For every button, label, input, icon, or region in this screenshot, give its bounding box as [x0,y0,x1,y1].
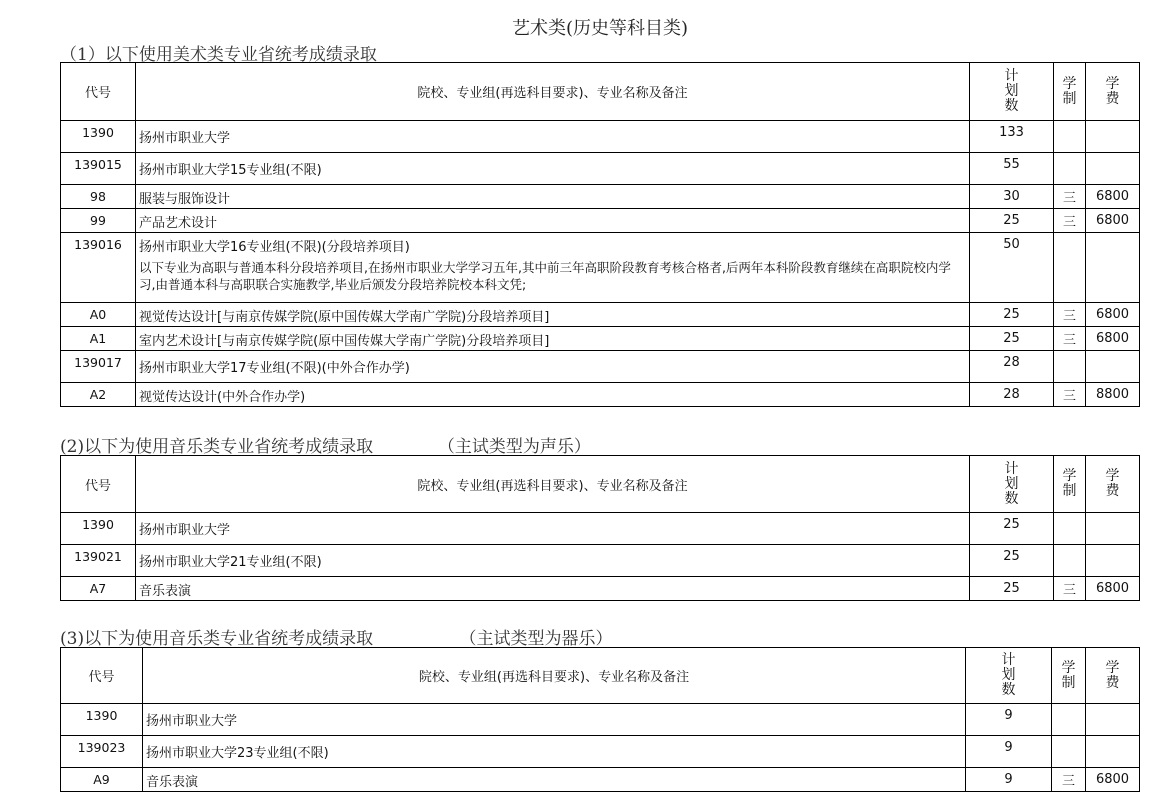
section-3-table [60,647,1140,792]
table-row: A2 视觉传达设计(中外合作办学) 28 三 8800 [61,383,1140,407]
header-plan: 计划数 [970,63,1054,121]
header-fee: 学费 [1086,648,1140,704]
table-header-row [61,456,1140,513]
header-name: 院校、专业组(再选科目要求)、专业名称及备注 [143,648,966,704]
header-years: 学制 [1054,63,1086,121]
table-header-row [61,648,1140,704]
table-row: 98 服装与服饰设计 30 三 6800 [61,185,1140,209]
header-years: 学制 [1052,648,1086,704]
header-code: 代号 [61,648,143,704]
table-row: 139021 扬州市职业大学21专业组(不限) 25 [61,545,1140,577]
table-row: 1390 扬州市职业大学 133 [61,121,1140,153]
header-code: 代号 [61,63,136,121]
section-2-table [60,455,1140,601]
section-1-heading: （1）以下使用美术类专业省统考成绩录取 [60,45,377,65]
header-fee: 学费 [1086,456,1140,513]
header-code: 代号 [61,456,136,513]
header-fee: 学费 [1086,63,1140,121]
table-row: 139016 扬州市职业大学16专业组(不限)(分段培养项目) 以下专业为高职与普通本科分段培养项目,在扬州市职业大学学习五年,其中前三年高职阶段教育考核合格者,后两年本科阶段教育继续在高职院校内学习,由普通本科与高职联合实施教学,毕业后颁发分段培养院校本科文凭; 50 [61,233,1140,303]
table-row: A9 音乐表演 9 三 6800 [61,768,1140,792]
page-title: 艺术类(历史等科目类) [511,18,689,39]
section-3-heading: (3)以下为使用音乐类专业省统考成绩录取 （主试类型为器乐） [60,629,613,649]
table-header-row [61,63,1140,121]
table-row: A0 视觉传达设计[与南京传媒学院(原中国传媒大学南广学院)分段培养项目] 25 三 6800 [61,303,1140,327]
header-name: 院校、专业组(再选科目要求)、专业名称及备注 [136,63,970,121]
table-row: 99 产品艺术设计 25 三 6800 [61,209,1140,233]
table-row: 139015 扬州市职业大学15专业组(不限) 55 [61,153,1140,185]
table-row: A1 室内艺术设计[与南京传媒学院(原中国传媒大学南广学院)分段培养项目] 25 三 6800 [61,327,1140,351]
group-name: 扬州市职业大学16专业组(不限)(分段培养项目) [139,240,410,255]
table-row: 1390 扬州市职业大学 9 [61,704,1140,736]
section-1-table [60,62,1140,407]
header-years: 学制 [1054,456,1086,513]
table-row: A7 音乐表演 25 三 6800 [61,577,1140,601]
header-plan: 计划数 [966,648,1052,704]
table-row: 1390 扬州市职业大学 25 [61,513,1140,545]
table-row: 139017 扬州市职业大学17专业组(不限)(中外合作办学) 28 [61,351,1140,383]
section-2-heading: (2)以下为使用音乐类专业省统考成绩录取 （主试类型为声乐） [60,437,591,457]
table-row: 139023 扬州市职业大学23专业组(不限) 9 [61,736,1140,768]
header-plan: 计划数 [970,456,1054,513]
group-note: 以下专业为高职与普通本科分段培养项目,在扬州市职业大学学习五年,其中前三年高职阶段教育考核合格者,后两年本科阶段教育继续在高职院校内学习,由普通本科与高职联合实施教学,毕业后颁发分段培养院校本科文凭; [139,260,951,292]
header-name: 院校、专业组(再选科目要求)、专业名称及备注 [136,456,970,513]
